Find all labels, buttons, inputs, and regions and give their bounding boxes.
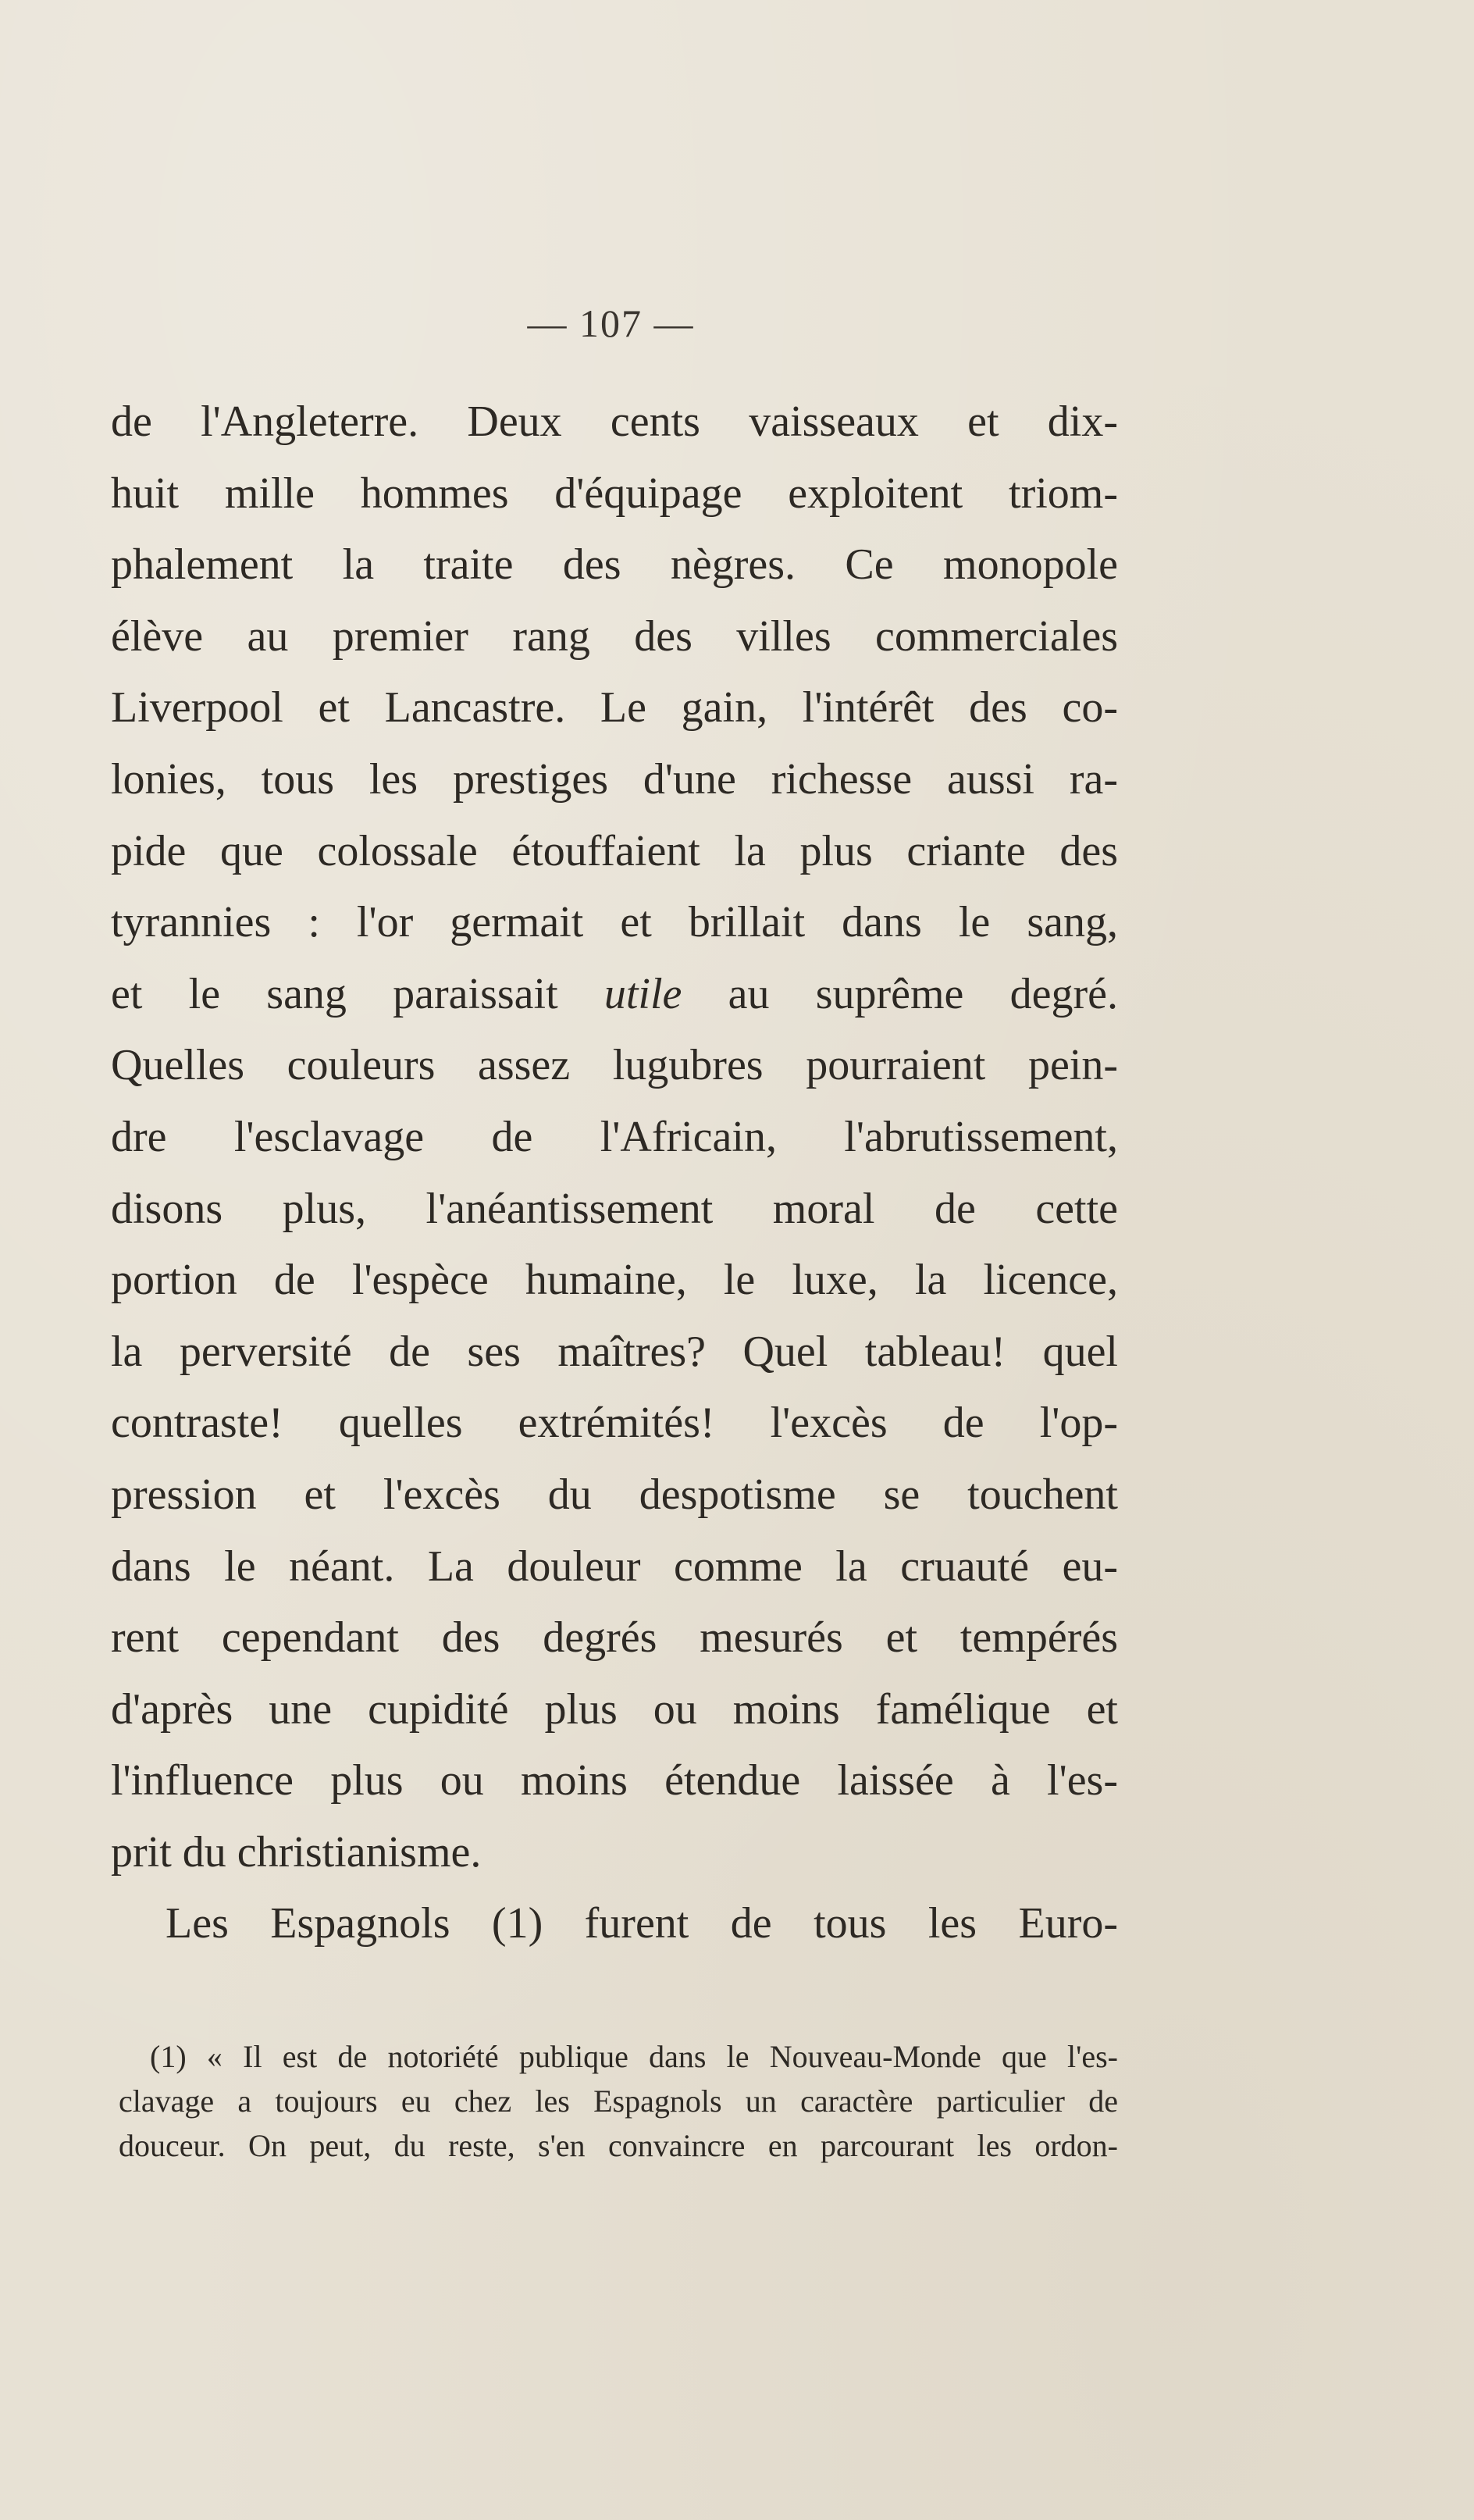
footnote-line: douceur. On peut, du reste, s'en convaincre en parcourant les ordon- [119,2128,1118,2163]
text-segment: au suprême degré. [682,969,1118,1018]
body-text [111,387,1118,1960]
text-segment: et le sang paraissait [111,969,604,1018]
text-line: d'après une cupidité plus ou moins famélique et [111,1684,1118,1734]
text-line: disons plus, l'anéantissement moral de cette [111,1184,1118,1233]
italic-word: utile [603,969,682,1018]
page-number: — 107 — [527,301,695,345]
text-line: dans le néant. La douleur comme la cruauté eu- [111,1542,1118,1591]
paragraph-first-line: Les Espagnols (1) furent de tous les Euro- [166,1899,1118,1948]
text-line: l'influence plus ou moins étendue laissée à l'es- [111,1756,1118,1805]
text-line: phalement la traite des nègres. Ce monopole [111,540,1118,590]
footnote-line: clavage a toujours eu chez les Espagnols un caractère particulier de [119,2083,1118,2119]
text-line: la perversité de ses maîtres? Quel tableau! quel [111,1327,1118,1376]
text-line: pression et l'excès du despotisme se touchent [111,1470,1118,1519]
text-line: de l'Angleterre. Deux cents vaisseaux et dix- [111,397,1118,446]
text-line: pide que colossale étouffaient la plus criante des [111,826,1118,875]
text-line-with-italic [111,959,1118,1031]
text-line: huit mille hommes d'équipage exploitent triom- [111,469,1118,518]
text-line: dre l'esclavage de l'Africain, l'abrutissement, [111,1112,1118,1161]
text-line: Liverpool et Lancastre. Le gain, l'intérêt des co- [111,683,1118,732]
text-line: Quelles couleurs assez lugubres pourraient pein- [111,1041,1118,1090]
paragraph-last-line: prit du christianisme. [111,1827,482,1877]
text-line: contraste! quelles extrémités! l'excès de l'op- [111,1399,1118,1448]
text-line: tyrannies : l'or germait et brillait dans le sang, [111,898,1118,947]
footnote [119,2034,1118,2168]
text-line: lonies, tous les prestiges d'une richesse aussi ra- [111,754,1118,804]
footnote-line: (1) « Il est de notoriété publique dans le Nouveau-Monde que l'es- [150,2039,1118,2074]
text-line: portion de l'espèce humaine, le luxe, la licence, [111,1256,1118,1305]
text-line: élève au premier rang des villes commerciales [111,611,1118,661]
text-line: rent cependant des degrés mesurés et tempérés [111,1613,1118,1663]
